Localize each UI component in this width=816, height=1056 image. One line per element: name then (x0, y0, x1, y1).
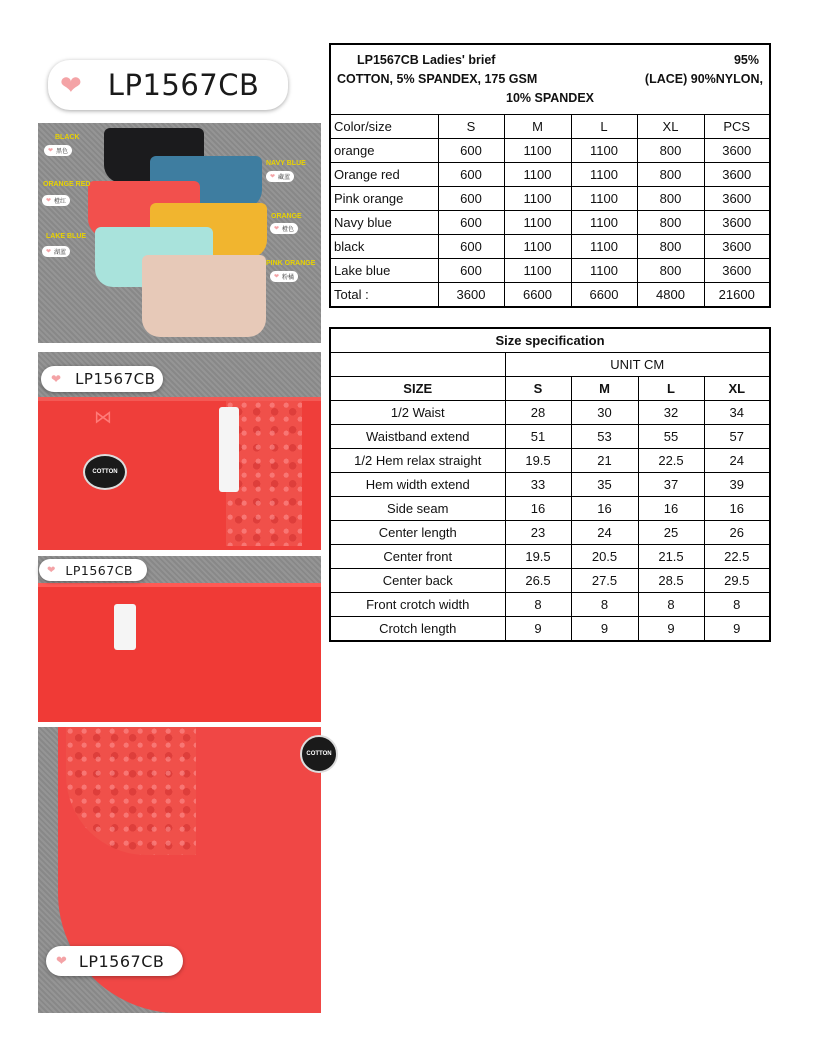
order-columns-row (330, 115, 770, 139)
cell: 1100 (571, 259, 637, 283)
cell: 16 (571, 497, 638, 521)
col-header: S (505, 377, 571, 401)
table-row (330, 235, 770, 259)
bow-icon: ⋈ (94, 407, 112, 427)
cell: 33 (505, 473, 571, 497)
cell: 19.5 (505, 545, 571, 569)
empty-cell (330, 353, 505, 377)
row-label: Side seam (330, 497, 505, 521)
row-label: Pink orange (330, 187, 438, 211)
cell: 1100 (504, 235, 571, 259)
heart-icon: ❤ (47, 564, 56, 576)
col-header: L (638, 377, 704, 401)
cell: 16 (704, 497, 770, 521)
row-label: Center back (330, 569, 505, 593)
cell: 3600 (704, 211, 770, 235)
header-product: LP1567CB Ladies' brief (357, 53, 496, 67)
row-label: Front crotch width (330, 593, 505, 617)
cell: 800 (637, 163, 704, 187)
table-row (330, 473, 770, 497)
heart-icon: ❤ (60, 69, 82, 100)
row-label: Navy blue (330, 211, 438, 235)
title-pill-3 (39, 559, 147, 581)
cell: 1100 (571, 163, 637, 187)
row-label: Center front (330, 545, 505, 569)
cell: 27.5 (571, 569, 638, 593)
order-quantity-table (329, 43, 771, 308)
cell: 600 (438, 163, 504, 187)
row-label: 1/2 Waist (330, 401, 505, 425)
cell: 19.5 (505, 449, 571, 473)
header-pct: 95% (733, 53, 759, 67)
table-row (330, 163, 770, 187)
cell: 29.5 (704, 569, 770, 593)
col-header: XL (704, 377, 770, 401)
row-label: 1/2 Hem relax straight (330, 449, 505, 473)
label-pink-orange: PINK ORANGE (266, 260, 316, 267)
table-row (330, 211, 770, 235)
cell: 20.5 (571, 545, 638, 569)
row-label: Total : (330, 283, 438, 308)
label-navy: NAVY BLUE (266, 160, 306, 167)
table-row (330, 449, 770, 473)
pill-lake-blue-text: 湖蓝 (54, 250, 67, 256)
cell: 16 (638, 497, 704, 521)
cotton-badge (83, 454, 127, 490)
cell: 800 (637, 211, 704, 235)
pill-lake-blue (42, 246, 70, 257)
cell: 1100 (571, 235, 637, 259)
pill-pink-orange-text: 粉橘 (282, 275, 295, 281)
cell: 9 (505, 617, 571, 642)
heart-icon: ❤ (48, 148, 54, 154)
table-row (330, 401, 770, 425)
cell: 8 (505, 593, 571, 617)
cotton-badge-partial (300, 735, 338, 773)
cell: 6600 (504, 283, 571, 308)
size-spec-table (329, 327, 771, 642)
heart-icon: ❤ (274, 274, 280, 280)
cell: 22.5 (638, 449, 704, 473)
cell: 30 (571, 401, 638, 425)
heart-icon: ❤ (274, 226, 280, 232)
table-row (330, 545, 770, 569)
heart-icon: ❤ (46, 198, 52, 204)
col-header: Color/size (330, 115, 438, 139)
cell: 3600 (704, 187, 770, 211)
cell: 28.5 (638, 569, 704, 593)
pill-navy-text: 藏蓝 (278, 175, 291, 181)
row-label: Hem width extend (330, 473, 505, 497)
cell: 39 (704, 473, 770, 497)
cell: 600 (438, 259, 504, 283)
cell: 53 (571, 425, 638, 449)
order-table-header-row (330, 44, 770, 115)
col-header: M (504, 115, 571, 139)
pill-orange (270, 223, 298, 234)
lace-detail-photo (38, 727, 332, 1013)
table-row (330, 187, 770, 211)
cell: 1100 (571, 139, 637, 163)
row-label: black (330, 235, 438, 259)
cell: 3600 (704, 259, 770, 283)
cell: 35 (571, 473, 638, 497)
row-label: Orange red (330, 163, 438, 187)
cell: 1100 (504, 211, 571, 235)
cell: 32 (638, 401, 704, 425)
cell: 800 (637, 139, 704, 163)
model-title: LP1567CB (107, 68, 260, 102)
label-orange-red: ORANGE RED (43, 181, 91, 188)
cell: 26.5 (505, 569, 571, 593)
title-pill-2 (41, 366, 163, 392)
pill-black (44, 145, 72, 156)
pill-orange-red-text: 橙红 (54, 199, 67, 205)
unit-row (330, 353, 770, 377)
heart-icon: ❤ (46, 249, 52, 255)
cell: 1100 (504, 163, 571, 187)
cell: 4800 (637, 283, 704, 308)
cell: 8 (704, 593, 770, 617)
size-header-row (330, 377, 770, 401)
pill-orange-red (42, 195, 70, 206)
cell: 21600 (704, 283, 770, 308)
row-label: orange (330, 139, 438, 163)
red-fabric-back (38, 583, 321, 722)
model-label-3: LP1567CB (65, 562, 134, 578)
cell: 3600 (704, 163, 770, 187)
cell: 1100 (571, 211, 637, 235)
cell: 1100 (504, 139, 571, 163)
cell: 51 (505, 425, 571, 449)
label-orange: ORANGE (271, 213, 302, 220)
cell: 3600 (438, 283, 504, 308)
model-label-2: LP1567CB (75, 370, 156, 388)
cell: 3600 (704, 235, 770, 259)
table-row (330, 425, 770, 449)
table-row (330, 593, 770, 617)
title-pill (48, 60, 288, 110)
pill-pink-orange (270, 271, 298, 282)
cell: 1100 (504, 187, 571, 211)
cell: 37 (638, 473, 704, 497)
cell: 34 (704, 401, 770, 425)
front-closeup-photo (38, 352, 321, 546)
badge-main-text: COTTON (92, 469, 118, 475)
cell: 6600 (571, 283, 637, 308)
header-spandex: 10% SPANDEX (506, 91, 594, 105)
order-table-header (330, 44, 770, 115)
color-group-photo (38, 123, 321, 343)
cell: 800 (637, 187, 704, 211)
row-label: Center length (330, 521, 505, 545)
table-row (330, 521, 770, 545)
table-row (330, 139, 770, 163)
cell: 9 (704, 617, 770, 642)
cell: 22.5 (704, 545, 770, 569)
cell: 55 (638, 425, 704, 449)
pill-navy (266, 171, 294, 182)
cell: 8 (571, 593, 638, 617)
total-row (330, 283, 770, 308)
col-header: SIZE (330, 377, 505, 401)
header-lace: (LACE) 90%NYLON, (644, 72, 763, 86)
cell: 21 (571, 449, 638, 473)
cell: 24 (571, 521, 638, 545)
cell: 23 (505, 521, 571, 545)
table-row (330, 497, 770, 521)
header-fabric: COTTON, 5% SPANDEX, 175 GSM (337, 72, 538, 86)
heart-icon: ❤ (270, 174, 276, 180)
table-row (330, 259, 770, 283)
label-lake-blue: LAKE BLUE (46, 233, 87, 240)
cell: 1100 (504, 259, 571, 283)
size-tag (219, 407, 239, 492)
cell: 21.5 (638, 545, 704, 569)
col-header: XL (637, 115, 704, 139)
cell: 9 (571, 617, 638, 642)
table-row (330, 617, 770, 642)
cell: 24 (704, 449, 770, 473)
col-header: L (571, 115, 637, 139)
col-header: M (571, 377, 638, 401)
cell: 28 (505, 401, 571, 425)
cell: 600 (438, 187, 504, 211)
size-table-title: Size specification (330, 328, 770, 353)
title-pill-4 (46, 946, 183, 976)
cell: 57 (704, 425, 770, 449)
cell: 25 (638, 521, 704, 545)
row-label: Crotch length (330, 617, 505, 642)
col-header: PCS (704, 115, 770, 139)
row-label: Waistband extend (330, 425, 505, 449)
cell: 3600 (704, 139, 770, 163)
pill-orange-text: 橙色 (282, 227, 295, 233)
cell: 26 (704, 521, 770, 545)
model-label-4: LP1567CB (78, 951, 165, 971)
heart-icon: ❤ (51, 372, 62, 386)
back-view-photo (38, 556, 321, 718)
cell: 8 (638, 593, 704, 617)
cell: 800 (637, 235, 704, 259)
table-row (330, 569, 770, 593)
pill-black-text: 黑色 (56, 149, 69, 155)
care-tag (114, 604, 136, 650)
badge-main-text-2: COTTON (306, 751, 332, 757)
size-title-row (330, 328, 770, 353)
cell: 800 (637, 259, 704, 283)
cell: 600 (438, 211, 504, 235)
label-black: BLACK (55, 134, 80, 141)
row-label: Lake blue (330, 259, 438, 283)
cell: 600 (438, 139, 504, 163)
cell: 1100 (571, 187, 637, 211)
pink-orange-brief (142, 255, 266, 337)
cell: 600 (438, 235, 504, 259)
cell: 16 (505, 497, 571, 521)
heart-icon: ❤ (56, 953, 67, 968)
col-header: S (438, 115, 504, 139)
unit-label: UNIT CM (505, 353, 770, 377)
cell: 9 (638, 617, 704, 642)
